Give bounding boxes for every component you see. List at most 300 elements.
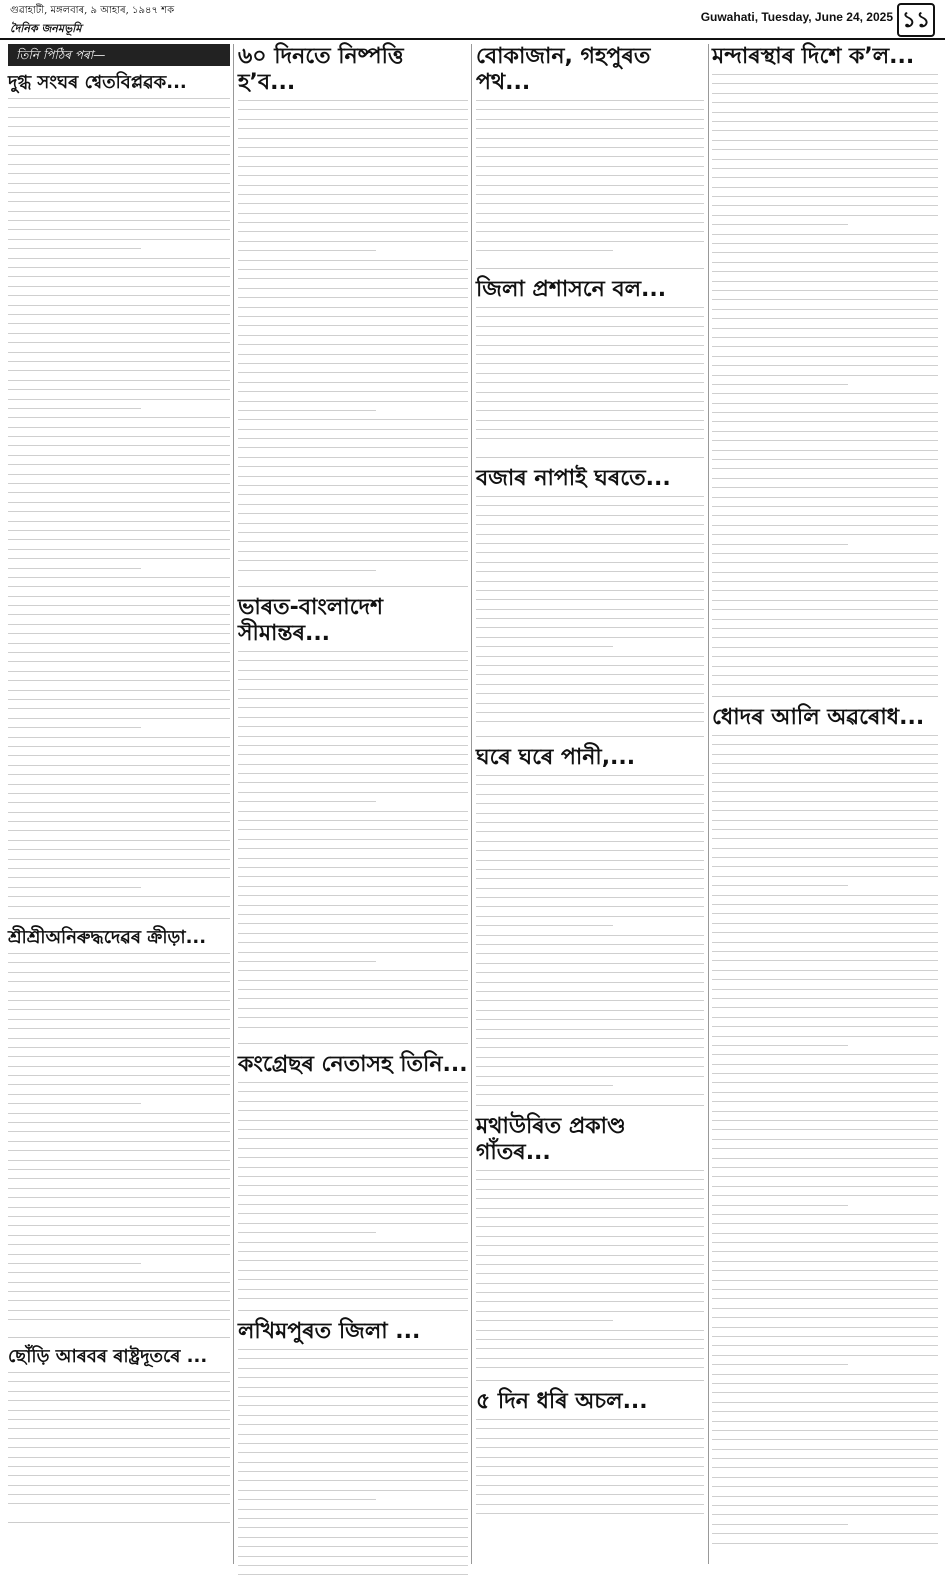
text-line xyxy=(712,271,938,272)
text-line xyxy=(476,684,704,685)
text-line xyxy=(476,1339,704,1340)
article-headline: বজাৰ নাপাই ঘৰতে... xyxy=(476,466,671,491)
text-line xyxy=(712,773,938,774)
text-line xyxy=(238,466,468,467)
text-line xyxy=(712,744,938,745)
text-line xyxy=(712,393,938,394)
text-line xyxy=(712,281,938,282)
text-line xyxy=(8,1419,230,1420)
text-line xyxy=(712,224,848,225)
text-line xyxy=(238,1008,468,1009)
text-line xyxy=(712,365,938,366)
article-headline: বোকাজান, গহপুৰত পথ... xyxy=(476,44,651,95)
text-line xyxy=(238,989,468,990)
text-line xyxy=(476,693,704,694)
text-line xyxy=(712,1383,938,1384)
text-line xyxy=(8,1160,230,1161)
text-line xyxy=(238,222,468,223)
text-line xyxy=(8,840,230,841)
text-line xyxy=(238,485,468,486)
text-line xyxy=(476,1475,704,1476)
text-line xyxy=(712,1139,938,1140)
text-line xyxy=(712,525,938,526)
text-line xyxy=(712,1214,938,1215)
article-five-days xyxy=(476,1389,704,1529)
text-line xyxy=(712,932,938,933)
text-line xyxy=(238,344,468,345)
text-line xyxy=(712,876,938,877)
text-line xyxy=(476,1245,704,1246)
text-line xyxy=(8,1372,230,1373)
text-line xyxy=(712,1467,938,1468)
text-line xyxy=(476,784,704,785)
text-line xyxy=(238,278,468,279)
text-line xyxy=(712,763,938,764)
text-line xyxy=(476,382,704,383)
text-line xyxy=(712,93,938,94)
article-headline: ৫ দিন ধৰি অচল... xyxy=(476,1389,648,1414)
text-line xyxy=(476,1094,704,1095)
text-line xyxy=(712,637,938,638)
text-line xyxy=(8,389,230,390)
text-line xyxy=(8,333,230,334)
text-line xyxy=(238,513,468,514)
text-line xyxy=(712,262,938,263)
text-line xyxy=(8,1447,230,1448)
text-line xyxy=(476,156,704,157)
text-line xyxy=(712,848,938,849)
text-line xyxy=(238,1027,468,1028)
text-line xyxy=(8,136,230,137)
text-line xyxy=(238,1129,468,1130)
text-line xyxy=(8,605,230,606)
text-line xyxy=(712,960,938,961)
text-line xyxy=(8,1300,230,1301)
text-line xyxy=(712,628,938,629)
text-line xyxy=(712,829,938,830)
text-line xyxy=(476,944,704,945)
text-line xyxy=(712,318,938,319)
text-line xyxy=(712,1064,938,1065)
text-line xyxy=(476,524,704,525)
text-line xyxy=(476,1494,704,1495)
text-line xyxy=(8,643,230,644)
text-line xyxy=(712,647,938,648)
text-line xyxy=(476,953,704,954)
text-line xyxy=(8,1122,230,1123)
text-line xyxy=(8,906,230,907)
text-line xyxy=(476,850,704,851)
text-line xyxy=(712,1092,938,1093)
article-body xyxy=(8,98,230,918)
text-line xyxy=(238,1298,468,1299)
text-line xyxy=(238,447,468,448)
article-dairy xyxy=(8,72,230,919)
text-line xyxy=(712,168,938,169)
text-line xyxy=(8,220,230,221)
text-line xyxy=(476,222,704,223)
text-line xyxy=(8,868,230,869)
text-line xyxy=(712,121,938,122)
text-line xyxy=(8,1466,230,1467)
text-line xyxy=(712,904,938,905)
text-line xyxy=(712,1289,938,1290)
text-line xyxy=(238,203,468,204)
text-line xyxy=(8,107,230,108)
article-body xyxy=(8,953,230,1337)
text-line xyxy=(8,596,230,597)
article-headline: শ্ৰীশ্ৰীঅনিৰুদ্ধদেৱৰ ক্ৰীড়া... xyxy=(8,927,207,948)
text-line xyxy=(238,876,468,877)
text-line xyxy=(238,307,468,308)
text-line xyxy=(712,801,938,802)
text-line xyxy=(8,399,230,400)
text-line xyxy=(712,1148,938,1149)
text-line xyxy=(712,553,938,554)
text-line xyxy=(8,1428,230,1429)
text-line xyxy=(712,1402,938,1403)
text-line xyxy=(476,1485,704,1486)
text-line xyxy=(712,1242,938,1243)
text-line xyxy=(8,1207,230,1208)
column-divider xyxy=(471,44,472,1564)
text-line xyxy=(238,717,468,718)
text-line xyxy=(238,980,468,981)
text-line xyxy=(238,410,376,411)
article-body xyxy=(476,775,704,1105)
text-line xyxy=(8,305,230,306)
text-line xyxy=(238,1546,468,1547)
text-line xyxy=(8,802,230,803)
text-line xyxy=(8,342,230,343)
text-line xyxy=(476,1320,613,1321)
text-line xyxy=(712,838,938,839)
text-line xyxy=(476,775,704,776)
text-line xyxy=(8,1391,230,1392)
text-line xyxy=(238,858,468,859)
article-headline: কংগ্ৰেছৰ নেতাসহ তিনি... xyxy=(238,1052,468,1077)
text-line xyxy=(712,346,938,347)
text-line xyxy=(238,1082,468,1083)
text-line xyxy=(712,1101,938,1102)
text-line xyxy=(238,1251,468,1252)
text-line xyxy=(712,1007,938,1008)
text-line xyxy=(712,431,938,432)
text-line xyxy=(238,1349,468,1350)
text-line xyxy=(8,652,230,653)
text-line xyxy=(238,494,468,495)
text-line xyxy=(476,1179,704,1180)
text-line xyxy=(8,568,141,569)
text-line xyxy=(238,952,468,953)
text-line xyxy=(476,609,704,610)
text-line xyxy=(238,1091,468,1092)
text-line xyxy=(8,690,230,691)
text-line xyxy=(238,1242,468,1243)
text-line xyxy=(8,483,230,484)
article-bazar xyxy=(476,466,704,737)
text-line xyxy=(712,1176,938,1177)
text-line xyxy=(712,1205,848,1206)
text-line xyxy=(476,841,704,842)
article-body xyxy=(476,1419,704,1529)
text-line xyxy=(712,810,938,811)
text-line xyxy=(712,187,938,188)
text-line xyxy=(476,326,704,327)
text-line xyxy=(476,1085,613,1086)
text-line xyxy=(8,295,230,296)
text-line xyxy=(238,1387,468,1388)
text-line xyxy=(238,1213,468,1214)
text-line xyxy=(712,913,938,914)
text-line xyxy=(476,185,704,186)
text-line xyxy=(476,860,704,861)
text-line xyxy=(476,438,704,439)
text-line xyxy=(8,436,230,437)
text-line xyxy=(712,196,938,197)
text-line xyxy=(8,1410,230,1411)
text-line xyxy=(476,496,704,497)
text-line xyxy=(712,951,938,952)
text-line xyxy=(476,515,704,516)
text-line xyxy=(238,335,468,336)
text-line xyxy=(8,1494,230,1495)
text-line xyxy=(238,297,468,298)
text-line xyxy=(712,675,938,676)
text-line xyxy=(8,765,230,766)
text-line xyxy=(712,1261,938,1262)
text-line xyxy=(476,963,704,964)
text-line xyxy=(238,660,468,661)
text-line xyxy=(476,925,613,926)
text-line xyxy=(712,421,938,422)
text-line xyxy=(238,231,468,232)
text-line xyxy=(8,718,230,719)
text-line xyxy=(238,1101,468,1102)
text-line xyxy=(712,1355,938,1356)
text-line xyxy=(712,459,938,460)
text-line xyxy=(476,410,704,411)
text-line xyxy=(476,590,704,591)
text-line xyxy=(476,906,704,907)
text-line xyxy=(476,1226,704,1227)
text-line xyxy=(476,1189,704,1190)
text-line xyxy=(476,1283,704,1284)
text-line xyxy=(476,897,704,898)
text-line xyxy=(712,159,938,160)
text-line xyxy=(476,1504,704,1505)
text-line xyxy=(712,234,938,235)
article-headline: ঘৰে ঘৰে পানী,... xyxy=(476,745,636,770)
text-line xyxy=(712,506,938,507)
text-line xyxy=(8,962,230,963)
text-line xyxy=(476,712,704,713)
article-lakhimpur xyxy=(238,1319,468,1585)
text-line xyxy=(712,1233,938,1234)
text-line xyxy=(476,1301,704,1302)
text-line xyxy=(476,1264,704,1265)
text-line xyxy=(712,534,938,535)
text-line xyxy=(712,1421,938,1422)
text-line xyxy=(238,1377,468,1378)
text-line xyxy=(8,1113,230,1114)
text-line xyxy=(476,194,704,195)
text-line xyxy=(238,1490,468,1491)
text-line xyxy=(238,1120,468,1121)
text-line xyxy=(712,782,938,783)
text-line xyxy=(476,656,704,657)
text-line xyxy=(238,523,468,524)
article-dhodar xyxy=(712,705,938,1557)
text-line xyxy=(8,972,230,973)
text-line xyxy=(238,138,468,139)
text-line xyxy=(712,1364,848,1365)
text-line xyxy=(238,354,468,355)
text-line xyxy=(8,849,230,850)
text-line xyxy=(712,942,938,943)
text-line xyxy=(712,328,938,329)
text-line xyxy=(8,1141,230,1142)
text-line xyxy=(8,455,230,456)
text-line xyxy=(238,914,468,915)
text-line xyxy=(238,1509,468,1510)
text-line xyxy=(8,1485,230,1486)
text-line xyxy=(238,745,468,746)
text-line xyxy=(238,1556,468,1557)
text-line xyxy=(712,1167,938,1168)
text-line xyxy=(238,942,468,943)
text-line xyxy=(238,325,468,326)
text-line xyxy=(238,933,468,934)
text-line xyxy=(8,1084,230,1085)
text-line xyxy=(712,252,938,253)
text-line xyxy=(238,532,468,533)
text-line xyxy=(238,269,468,270)
text-line xyxy=(476,869,704,870)
text-line xyxy=(8,1438,230,1439)
text-line xyxy=(476,345,704,346)
text-line xyxy=(712,590,938,591)
text-line xyxy=(238,961,376,962)
article-body xyxy=(476,100,704,268)
text-line xyxy=(476,665,704,666)
article-headline: ছোঁড়ি আৰবৰ ৰাষ্ট্ৰদূতৰে ... xyxy=(8,1346,208,1367)
article-headline: মন্দাৰস্থাৰ দিশে ক’ল... xyxy=(712,44,915,69)
text-line xyxy=(8,258,230,259)
text-line xyxy=(238,1499,376,1500)
text-line xyxy=(476,813,704,814)
text-line xyxy=(238,670,468,671)
article-bokajan xyxy=(476,44,704,269)
text-line xyxy=(712,1496,938,1497)
text-line xyxy=(238,260,468,261)
text-line xyxy=(238,1537,468,1538)
text-line xyxy=(8,276,230,277)
text-line xyxy=(712,1486,938,1487)
text-line xyxy=(8,464,230,465)
text-line xyxy=(476,250,613,251)
text-line xyxy=(238,128,468,129)
column-1 xyxy=(8,44,230,1531)
text-line xyxy=(712,468,938,469)
text-line xyxy=(8,1188,230,1189)
text-line xyxy=(8,793,230,794)
text-line xyxy=(238,726,468,727)
text-line xyxy=(476,571,704,572)
text-line xyxy=(8,549,230,550)
text-line xyxy=(712,1392,938,1393)
text-line xyxy=(238,1270,468,1271)
article-sixty-days xyxy=(238,44,468,587)
article-body xyxy=(238,1082,468,1310)
text-line xyxy=(712,112,938,113)
text-line xyxy=(712,970,938,971)
article-headline: ধোদৰ আলি অৱৰোধ... xyxy=(712,705,925,730)
text-line xyxy=(8,1000,230,1001)
text-line xyxy=(238,867,468,868)
article-body xyxy=(8,1372,230,1522)
text-line xyxy=(8,699,230,700)
text-line xyxy=(712,885,848,886)
text-line xyxy=(8,1272,230,1273)
text-line xyxy=(712,544,848,545)
text-line xyxy=(712,600,938,601)
text-line xyxy=(476,401,704,402)
text-line xyxy=(712,656,938,657)
text-line xyxy=(712,1505,938,1506)
text-line xyxy=(476,316,704,317)
text-line xyxy=(476,599,704,600)
text-line xyxy=(712,820,938,821)
text-line xyxy=(238,363,468,364)
article-body xyxy=(238,651,468,1043)
text-line xyxy=(712,989,938,990)
text-line xyxy=(238,1527,468,1528)
text-line xyxy=(476,703,704,704)
text-line xyxy=(8,1150,230,1151)
text-line xyxy=(238,1424,468,1425)
text-line xyxy=(712,412,938,413)
text-line xyxy=(238,250,376,251)
text-line xyxy=(476,1513,704,1514)
text-line xyxy=(238,1260,468,1261)
text-line xyxy=(238,1574,468,1575)
text-line xyxy=(238,194,468,195)
text-line xyxy=(476,1019,704,1020)
text-line xyxy=(712,1430,938,1431)
text-line xyxy=(476,1348,704,1349)
text-line xyxy=(238,1405,468,1406)
text-line xyxy=(238,504,468,505)
text-line xyxy=(8,755,230,756)
text-line xyxy=(712,1477,938,1478)
text-line xyxy=(8,145,230,146)
article-congress xyxy=(238,1052,468,1311)
text-line xyxy=(476,721,704,722)
text-line xyxy=(712,1345,938,1346)
text-line xyxy=(476,166,704,167)
article-headline: লখিমপুৰত জিলা ... xyxy=(238,1319,421,1344)
text-line xyxy=(476,543,704,544)
text-line xyxy=(238,1434,468,1435)
text-line xyxy=(476,991,704,992)
text-line xyxy=(238,1195,468,1196)
text-line xyxy=(712,1120,938,1121)
text-line xyxy=(8,1475,230,1476)
text-line xyxy=(476,794,704,795)
column-divider xyxy=(708,44,709,1564)
text-line xyxy=(8,1197,230,1198)
